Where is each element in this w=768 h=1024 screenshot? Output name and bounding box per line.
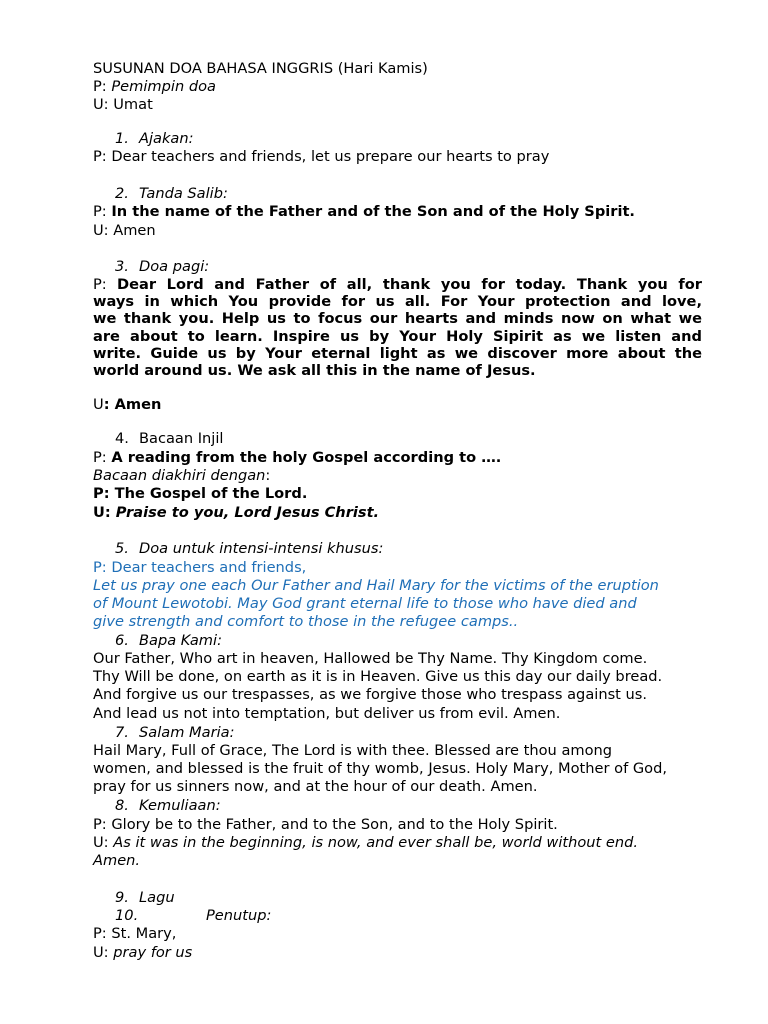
- prayer-line: [93, 276, 702, 293]
- section-title: Lagu: [139, 889, 175, 906]
- prayer-line: are about to learn. Inspire us by Your Holy Sipirit as we listen and: [93, 327, 702, 345]
- gospel-response: [93, 504, 379, 522]
- response-prefix: U: [93, 396, 104, 413]
- intention-line: Let us pray one each Our Father and Hail Mary for the victims of the eruption: [93, 577, 659, 594]
- response-text: : Amen: [103, 396, 162, 413]
- section-number: 8.: [115, 797, 129, 814]
- closing-colon: :: [265, 467, 271, 484]
- section-number: 9.: [115, 889, 129, 906]
- section-8-heading: [115, 797, 221, 815]
- intention-line: of Mount Lewotobi. May God grant eternal life to those who have died and: [93, 595, 637, 612]
- section-title: Ajakan:: [139, 130, 194, 147]
- leader-text: A reading from the holy Gospel according to ….: [111, 449, 502, 466]
- document-title: SUSUNAN DOA BAHASA INGGRIS (Hari Kamis): [93, 60, 428, 77]
- prayer-line: ways in which You provide for us all. For Your protection and love,: [93, 293, 702, 311]
- section-5-heading: [115, 540, 383, 558]
- section-number: 1.: [115, 130, 129, 147]
- leader-legend: [93, 78, 216, 96]
- gospel-closing-label: [93, 467, 270, 485]
- gospel-intro: [93, 449, 501, 467]
- section-title: Doa untuk intensi-intensi khusus:: [139, 540, 384, 557]
- section-number: 3.: [115, 258, 129, 275]
- prayer-line: we thank you. Help us to focus our hearts and minds now on what we: [93, 310, 702, 328]
- gospel-closing-leader: P: The Gospel of the Lord.: [93, 485, 308, 502]
- glory-be-leader: P: Glory be to the Father, and to the Son, and to the Holy Spirit.: [93, 816, 558, 833]
- section-1-line: P: Dear teachers and friends, let us prepare our hearts to pray: [93, 148, 550, 165]
- leader-prefix: P:: [93, 203, 112, 220]
- section-number: 6.: [115, 632, 129, 649]
- section-title: Tanda Salib:: [139, 185, 228, 202]
- intention-leader-line: P: Dear teachers and friends,: [93, 559, 307, 576]
- section-1-heading: [115, 130, 194, 148]
- response-text: As it was in the beginning, is now, and ever shall be, world without end.: [113, 834, 639, 851]
- glory-be-response-cont: Amen.: [93, 852, 141, 869]
- section-title: Doa pagi:: [139, 258, 210, 275]
- section-title: Bacaan Injil: [139, 430, 224, 447]
- leader-text: In the name of the Father and of the Son and of the Holy Spirit.: [111, 203, 635, 220]
- prayer-line: women, and blessed is the fruit of thy womb, Jesus. Holy Mary, Mother of God,: [93, 760, 667, 778]
- intention-line: give strength and comfort to those in the refugee camps..: [93, 613, 519, 630]
- prayer-line: write. Guide us by Your eternal light as we discover more about the: [93, 344, 702, 362]
- section-number: 10.: [115, 907, 139, 924]
- leader-prefix: P:: [93, 449, 112, 466]
- section-number: 7.: [115, 724, 129, 741]
- glory-be-response: [93, 834, 638, 852]
- section-number: 4.: [115, 430, 129, 447]
- section-2-heading: [115, 185, 228, 203]
- section-title: Penutup:: [206, 907, 272, 924]
- section-3-response: [93, 396, 161, 414]
- prayer-line: world around us. We ask all this in the name of Jesus.: [93, 361, 536, 379]
- section-2-leader-line: [93, 203, 635, 221]
- closing-response: [93, 944, 192, 962]
- morning-prayer-paragraph: [93, 276, 702, 379]
- prayer-line: Our Father, Who art in heaven, Hallowed be Thy Name. Thy Kingdom come.: [93, 650, 648, 667]
- section-9-heading: [115, 889, 175, 907]
- response-prefix: U:: [93, 504, 116, 521]
- section-4-heading: [115, 430, 223, 448]
- hail-mary-prayer: [93, 742, 667, 797]
- section-number: 5.: [115, 540, 129, 557]
- response-text: Praise to you, Lord Jesus Christ.: [115, 504, 380, 521]
- section-10-heading: [115, 907, 271, 925]
- prayer-line: And forgive us our trespasses, as we forgive those who trespass against us.: [93, 686, 648, 704]
- closing-leader: P: St. Mary,: [93, 925, 177, 942]
- congregation-legend: U: Umat: [93, 96, 153, 113]
- leader-prefix: P:: [93, 276, 117, 293]
- closing-label-text: Bacaan diakhiri dengan: [93, 467, 266, 484]
- section-3-heading: [115, 258, 209, 276]
- section-2-response: U: Amen: [93, 222, 156, 239]
- section-title: Kemuliaan:: [139, 797, 221, 814]
- response-text: pray for us: [113, 944, 193, 961]
- prayer-line: Hail Mary, Full of Grace, The Lord is with thee. Blessed are thou among: [93, 742, 613, 759]
- section-6-heading: [115, 632, 222, 650]
- section-number: 2.: [115, 185, 129, 202]
- section-title: Bapa Kami:: [139, 632, 222, 649]
- prayer-text: Dear Lord and Father of all, thank you for today. Thank you for: [116, 276, 702, 293]
- section-title: Salam Maria:: [139, 724, 235, 741]
- prayer-line: Thy Will be done, on earth as it is in Heaven. Give us this day our daily bread.: [93, 668, 663, 686]
- section-7-heading: [115, 724, 235, 742]
- prayer-line: pray for us sinners now, and at the hour of our death. Amen.: [93, 778, 538, 796]
- response-prefix: U:: [93, 944, 114, 961]
- our-father-prayer: [93, 650, 662, 723]
- leader-prefix: P:: [93, 78, 112, 95]
- leader-label: Pemimpin doa: [111, 78, 216, 95]
- response-prefix: U:: [93, 834, 114, 851]
- prayer-line: And lead us not into temptation, but deliver us from evil. Amen.: [93, 704, 561, 722]
